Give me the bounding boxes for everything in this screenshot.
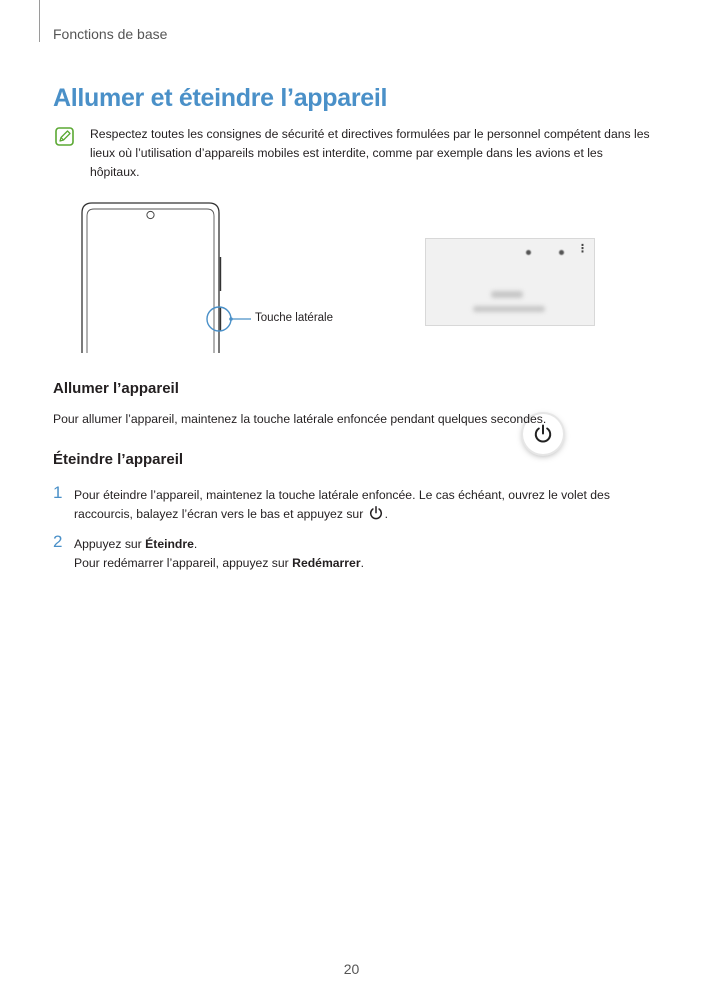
- power-on-text: Pour allumer l’appareil, maintenez la touche latérale enfoncée pendant quelques secondes.: [53, 412, 547, 426]
- step-line: [74, 535, 644, 554]
- power-off-option-label: Éteindre: [145, 537, 194, 551]
- device-figure: [0, 195, 703, 355]
- power-off-heading: Éteindre l’appareil: [53, 451, 184, 468]
- more-options-icon: ⋮: [577, 243, 588, 255]
- step-text: [74, 535, 644, 573]
- power-on-heading: Allumer l’appareil: [53, 380, 179, 397]
- restart-option-label: Redémarrer: [292, 556, 361, 570]
- step-text-part: .: [193, 537, 198, 551]
- page-number: 20: [343, 961, 360, 977]
- step-text-part: .: [384, 507, 389, 521]
- quick-setting-dot: [526, 250, 531, 255]
- quick-setting-dot: [559, 250, 564, 255]
- note-pencil-icon: [55, 127, 74, 146]
- page-title: Allumer et éteindre l’appareil: [53, 84, 388, 112]
- step-text-part: .: [360, 556, 364, 570]
- step-text-part: Pour éteindre l’appareil, maintenez la touche latérale enfoncée. Le cas échéant, ouvrez le volet des raccourcis, balayez l’écran vers le bas et appuyez sur: [74, 488, 610, 521]
- phone-illustration: [0, 195, 703, 355]
- blurred-text-line: [491, 291, 523, 298]
- side-key-label: Touche latérale: [255, 312, 333, 324]
- quick-panel-screen: [425, 238, 595, 326]
- step-text: [74, 486, 644, 524]
- step-number: 2: [53, 532, 63, 551]
- step-line: [74, 554, 644, 573]
- blurred-text-line: [473, 306, 545, 312]
- step-number: 1: [53, 483, 63, 502]
- margin-rule: [39, 0, 40, 42]
- power-icon: [368, 505, 384, 521]
- step-text-part: Pour redémarrer l’appareil, appuyez sur: [74, 556, 293, 570]
- section-header: Fonctions de base: [53, 26, 168, 42]
- step-text-part: Appuyez sur: [74, 537, 146, 551]
- note-text: Respectez toutes les consignes de sécurité et directives formulées par le personnel compétent dans les lieux où l’utilisation d’appareils mobiles est interdite, comme par exemple dans les avions et les hôpitaux.: [90, 127, 650, 179]
